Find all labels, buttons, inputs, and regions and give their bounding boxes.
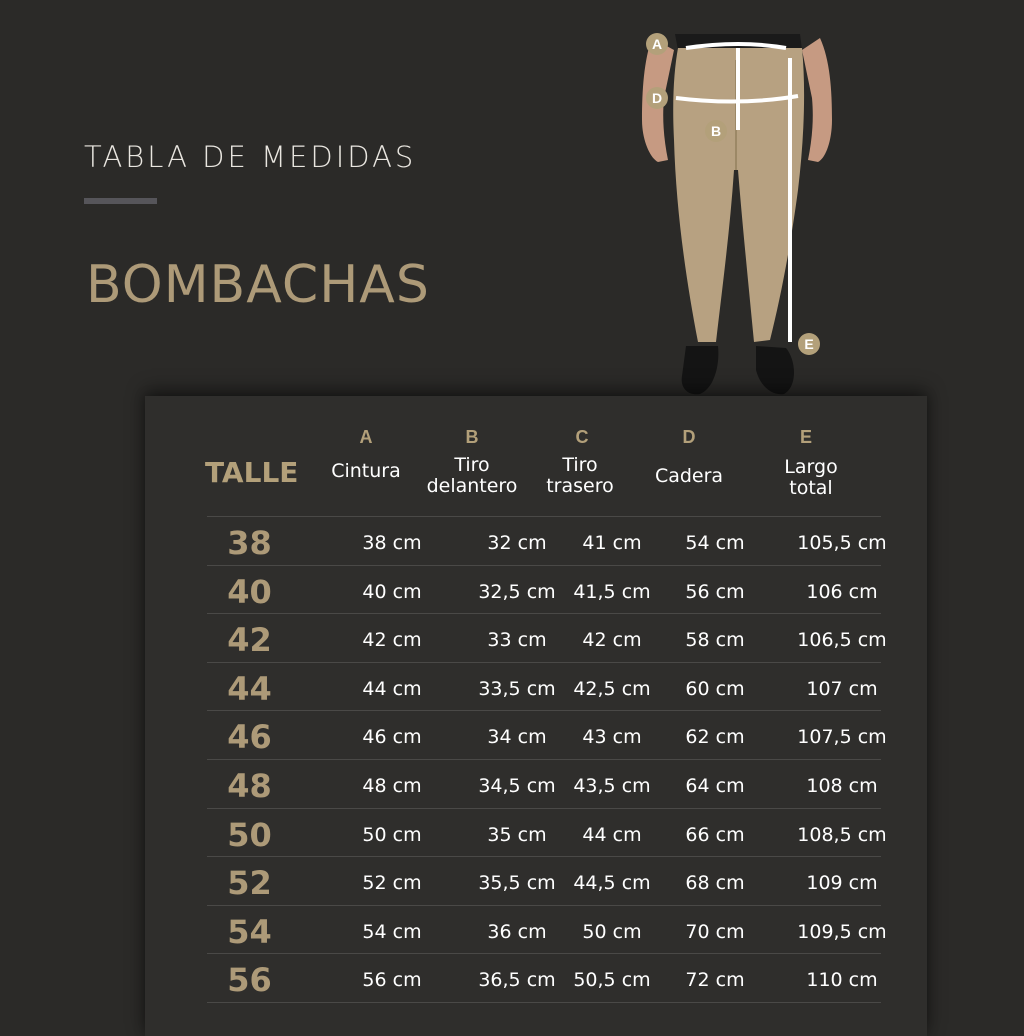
size-value: 52	[227, 864, 272, 903]
tiro-trasero-value: 50 cm	[582, 920, 642, 943]
left-shoe	[682, 346, 719, 394]
cintura-value: 38 cm	[362, 532, 422, 554]
largo-total-value: 105,5 cm	[797, 532, 887, 554]
tiro-trasero-value: 41 cm	[582, 532, 642, 554]
size-value: 42	[227, 621, 272, 660]
col-letter-e: E	[799, 427, 812, 447]
page-title: BOMBACHAS	[86, 255, 430, 315]
tiro-trasero-value: 41,5 cm	[573, 580, 651, 603]
cintura-value: 48 cm	[362, 774, 422, 797]
cadera-value: 62 cm	[685, 726, 745, 749]
cadera-value: 56 cm	[685, 580, 745, 603]
col-name-tiro-delantero: Tiro delantero	[426, 454, 518, 497]
col-letter-b: B	[465, 427, 479, 447]
badge-a: A	[646, 33, 668, 55]
size-value: 54	[227, 912, 272, 951]
pants-illustration	[630, 20, 860, 410]
table-row	[207, 613, 887, 662]
size-value: 56	[227, 961, 272, 1000]
cintura-value: 52 cm	[362, 872, 422, 895]
table-row	[207, 710, 887, 759]
cadera-value: 64 cm	[685, 774, 745, 797]
largo-total-value: 108 cm	[806, 774, 878, 797]
col-name-tiro-trasero: Tiro trasero	[546, 454, 614, 497]
col-letter-a: A	[359, 427, 373, 447]
table-row	[207, 953, 881, 1003]
cadera-value: 60 cm	[685, 677, 745, 700]
cadera-value: 72 cm	[685, 969, 745, 992]
largo-total-value: 109,5 cm	[797, 920, 887, 943]
tiro-trasero-value: 42,5 cm	[573, 677, 651, 700]
tiro-delantero-value: 33,5 cm	[478, 677, 556, 700]
size-value: 50	[227, 815, 272, 854]
largo-total-value: 107 cm	[806, 677, 878, 700]
page-kicker: TABLA DE MEDIDAS	[84, 140, 417, 174]
col-name-cintura: Cintura	[331, 460, 401, 482]
tiro-delantero-value: 36,5 cm	[478, 969, 556, 992]
cintura-value: 40 cm	[362, 580, 422, 603]
size-table-panel	[145, 396, 927, 1036]
badge-e: E	[798, 333, 820, 355]
size-value: 38	[227, 524, 272, 562]
tiro-delantero-value: 32,5 cm	[478, 580, 556, 603]
cintura-value: 44 cm	[362, 677, 422, 700]
tiro-trasero-value: 43,5 cm	[573, 774, 651, 797]
tiro-delantero-value: 33 cm	[487, 629, 547, 652]
cintura-value: 56 cm	[362, 969, 422, 992]
table-row	[207, 759, 881, 808]
largo-total-value: 109 cm	[806, 872, 878, 895]
cintura-value: 46 cm	[362, 726, 422, 749]
tiro-trasero-value: 44,5 cm	[573, 872, 651, 895]
col-name-cadera: Cadera	[654, 465, 724, 487]
size-value: 40	[227, 572, 272, 611]
table-row	[207, 808, 887, 857]
table-row	[207, 856, 881, 905]
cintura-value: 50 cm	[362, 823, 422, 846]
tiro-delantero-value: 32 cm	[487, 532, 547, 554]
largo-total-value: 106 cm	[806, 580, 878, 603]
cadera-value: 70 cm	[685, 920, 745, 943]
tiro-delantero-value: 35,5 cm	[478, 872, 556, 895]
cadera-value: 68 cm	[685, 872, 745, 895]
largo-total-value: 106,5 cm	[797, 629, 887, 652]
tiro-trasero-value: 44 cm	[582, 823, 642, 846]
cadera-value: 54 cm	[685, 532, 745, 554]
size-column-header: TALLE	[205, 456, 299, 489]
right-shoe	[756, 346, 794, 394]
cintura-value: 42 cm	[362, 629, 422, 652]
pants-model-figure	[630, 20, 860, 410]
largo-total-value: 107,5 cm	[797, 726, 887, 749]
badge-b: B	[705, 120, 727, 142]
tiro-trasero-value: 42 cm	[582, 629, 642, 652]
cadera-value: 58 cm	[685, 629, 745, 652]
largo-total-value: 110 cm	[806, 969, 878, 992]
size-value: 44	[227, 669, 272, 708]
cadera-value: 66 cm	[685, 823, 745, 846]
badge-d: D	[646, 87, 668, 109]
tiro-delantero-value: 35 cm	[487, 823, 547, 846]
size-value: 48	[227, 766, 272, 805]
size-value: 46	[227, 718, 272, 757]
col-letter-d: D	[682, 427, 696, 447]
col-name-largo-total: Largo total	[784, 456, 838, 499]
tiro-delantero-value: 36 cm	[487, 920, 547, 943]
table-row	[207, 662, 881, 711]
largo-total-value: 108,5 cm	[797, 823, 887, 846]
kicker-divider	[84, 198, 157, 204]
tiro-delantero-value: 34 cm	[487, 726, 547, 749]
size-table-rows	[207, 516, 887, 1003]
table-row	[207, 905, 887, 954]
col-letter-c: C	[575, 427, 589, 447]
table-row	[207, 565, 881, 614]
tiro-trasero-value: 43 cm	[582, 726, 642, 749]
right-arm	[802, 38, 832, 162]
table-row	[207, 516, 887, 565]
tiro-trasero-value: 50,5 cm	[573, 969, 651, 992]
tiro-delantero-value: 34,5 cm	[478, 774, 556, 797]
cintura-value: 54 cm	[362, 920, 422, 943]
